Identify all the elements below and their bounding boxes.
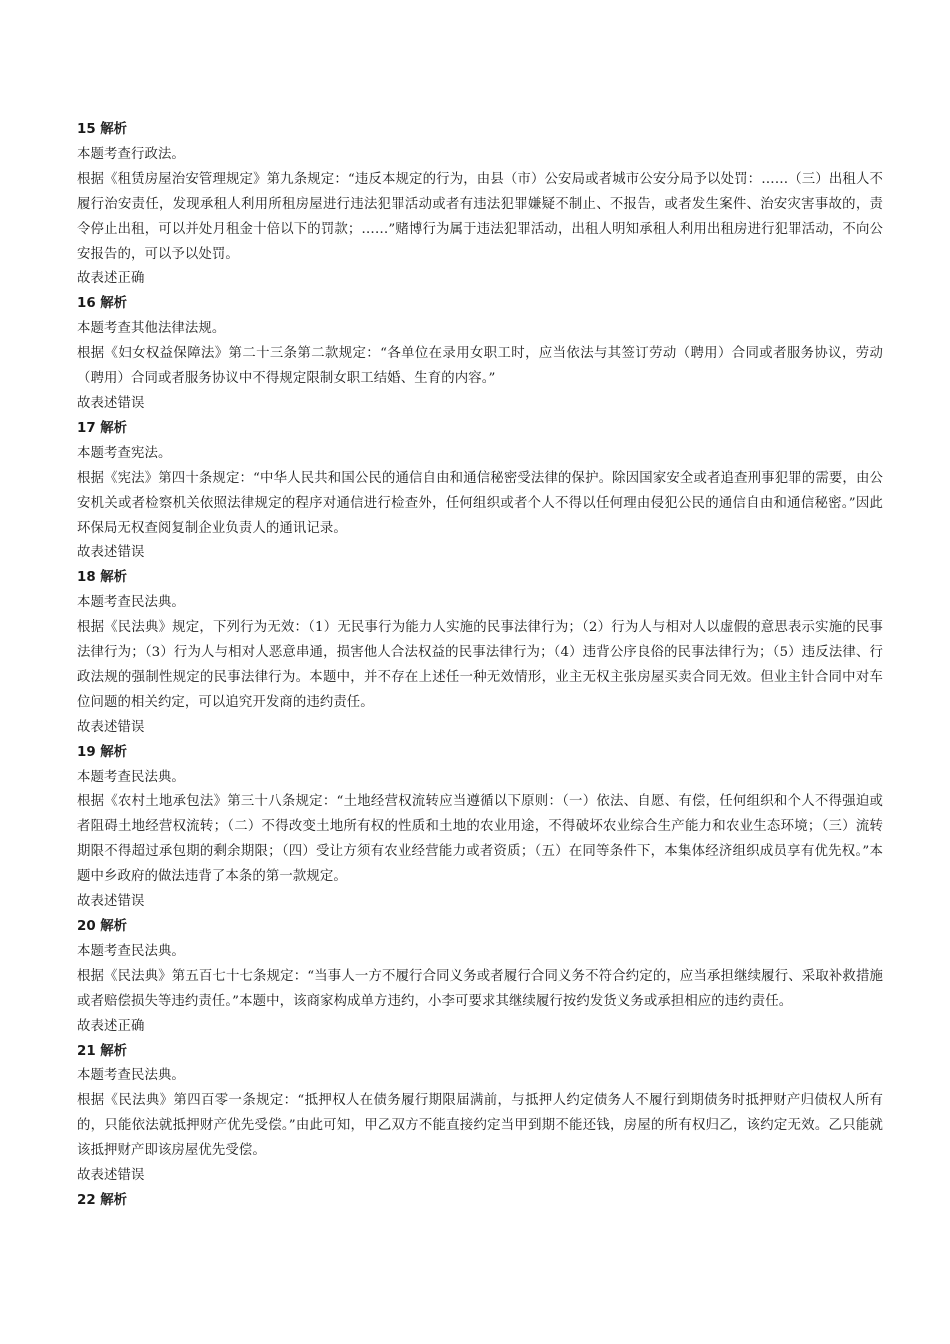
conclusion-line: 故表述错误 — [77, 894, 145, 910]
section-heading: 19 解析 — [77, 744, 128, 760]
section-20 — [77, 915, 883, 1040]
document-page — [77, 118, 883, 1214]
topic-line: 本题考查民法典。 — [77, 769, 185, 785]
topic-line: 本题考查民法典。 — [77, 943, 185, 959]
analysis-paragraph: 根据《民法典》规定，下列行为无效：（1）无民事行为能力人实施的民事法律行为；（2）行为人与相对人以虚假的意思表示实施的民事法律行为；（3）行为人与相对人恶意串通，损害他人合法权益的民事法律行为；（4）违背公序良俗的民事法律行为；（5）违反法律、行政法规的强制性规定的民事法律行为。本题中，并不存在上述任一种无效情形，业主无权主张房屋买卖合同无效。但业主针合同中对车位问题的相关约定，可以追究开发商的违约责任。 — [77, 620, 883, 710]
section-15 — [77, 118, 883, 292]
section-17 — [77, 417, 883, 566]
analysis-paragraph: 根据《租赁房屋治安管理规定》第九条规定：“违反本规定的行为，由县（市）公安局或者城市公安分局予以处罚：……（三）出租人不履行治安责任，发现承租人利用所租房屋进行违法犯罪活动或者有违法犯罪嫌疑不制止、不报告，或者发生案件、治安灾害事故的，责令停止出租，可以并处月租金十倍以下的罚款；……”赌博行为属于违法犯罪活动，出租人明知承租人利用出租房进行犯罪活动，不向公安报告的，可以予以处罚。 — [77, 171, 883, 262]
analysis-paragraph: 根据《民法典》第四百零一条规定：“抵押权人在债务履行期限届满前，与抵押人约定债务人不履行到期债务时抵押财产归债权人所有的，只能依法就抵押财产优先受偿。”由此可知，甲乙双方不能直接约定当甲到期不能还钱，房屋的所有权归乙，该约定无效。乙只能就该抵押财产即该房屋优先受偿。 — [77, 1093, 883, 1159]
topic-line: 本题考查民法典。 — [77, 1068, 185, 1084]
topic-line: 本题考查行政法。 — [77, 146, 185, 162]
topic-line: 本题考查民法典。 — [77, 595, 185, 611]
section-16 — [77, 292, 883, 417]
section-heading: 18 解析 — [77, 570, 128, 586]
conclusion-line: 故表述错误 — [77, 545, 145, 561]
section-19 — [77, 741, 883, 915]
analysis-paragraph: 根据《农村土地承包法》第三十八条规定：“土地经营权流转应当遵循以下原则：（一）依法、自愿、有偿，任何组织和个人不得强迫或者阻碍土地经营权流转；（二）不得改变土地所有权的性质和土地的农业用途，不得破坏农业综合生产能力和农业生态环境；（三）流转期限不得超过承包期的剩余期限；（四）受让方须有农业经营能力或者资质；（五）在同等条件下，本集体经济组织成员享有优先权。”本题中乡政府的做法违背了本条的第一款规定。 — [77, 794, 883, 885]
section-18 — [77, 566, 883, 740]
conclusion-line: 故表述正确 — [77, 271, 145, 287]
conclusion-line: 故表述正确 — [77, 1018, 145, 1034]
section-heading: 17 解析 — [77, 420, 128, 436]
conclusion-line: 故表述错误 — [77, 1168, 145, 1184]
section-heading: 20 解析 — [77, 919, 128, 934]
section-heading: 15 解析 — [77, 122, 128, 137]
topic-line: 本题考查其他法律法规。 — [77, 321, 226, 337]
analysis-paragraph: 根据《妇女权益保障法》第二十三条第二款规定：“各单位在录用女职工时，应当依法与其签订劳动（聘用）合同或者服务协议，劳动（聘用）合同或者服务协议中不得规定限制女职工结婚、生育的内容。” — [77, 346, 883, 387]
analysis-paragraph: 根据《民法典》第五百七十七条规定：“当事人一方不履行合同义务或者履行合同义务不符合约定的，应当承担继续履行、采取补救措施或者赔偿损失等违约责任。”本题中，该商家构成单方违约，小李可要求其继续履行按约发货义务或承担相应的违约责任。 — [77, 968, 883, 1009]
analysis-paragraph: 根据《宪法》第四十条规定：“中华人民共和国公民的通信自由和通信秘密受法律的保护。除因国家安全或者追查刑事犯罪的需要，由公安机关或者检察机关依照法律规定的程序对通信进行检查外，任何组织或者个人不得以任何理由侵犯公民的通信自由和通信秘密。”因此环保局无权查阅复制企业负责人的通讯记录。 — [77, 470, 883, 536]
section-heading: 22 解析 — [77, 1192, 128, 1208]
conclusion-line: 故表述错误 — [77, 395, 145, 411]
section-22 — [77, 1189, 883, 1214]
topic-line: 本题考查宪法。 — [77, 445, 172, 461]
section-heading: 21 解析 — [77, 1043, 128, 1059]
section-heading: 16 解析 — [77, 296, 128, 312]
section-21 — [77, 1040, 883, 1189]
conclusion-line: 故表述错误 — [77, 719, 145, 735]
